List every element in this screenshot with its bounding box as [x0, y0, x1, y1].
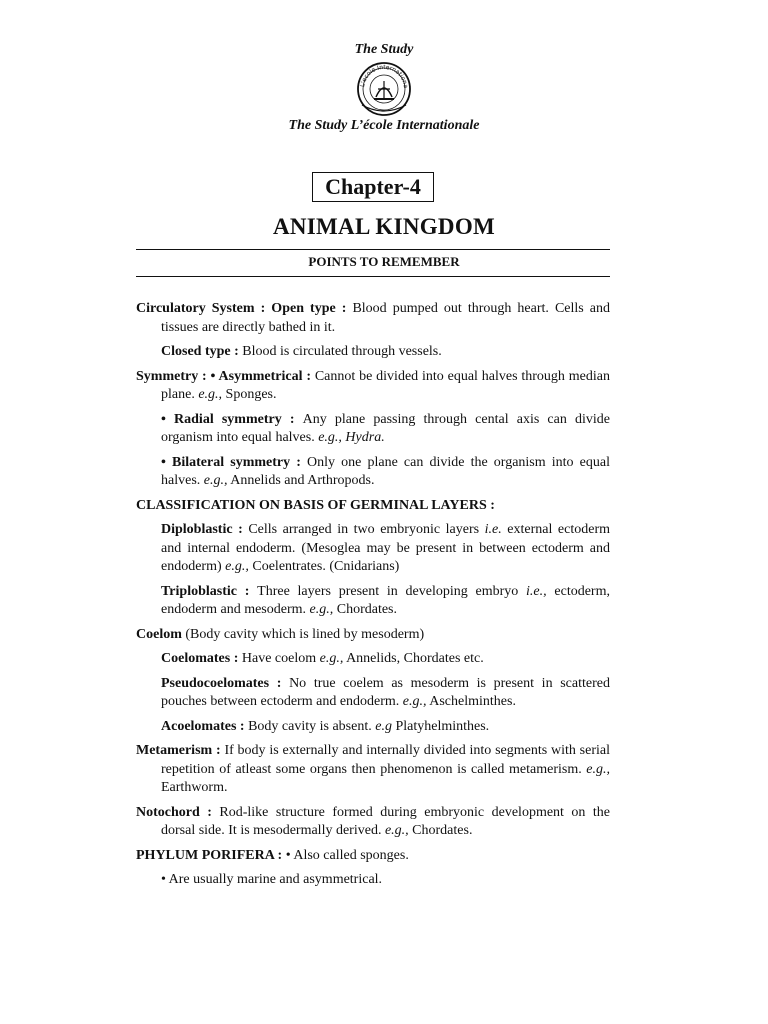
- paragraph-asymmetrical: [136, 368, 610, 405]
- example-marker: e.g: [375, 718, 392, 734]
- paragraph-bilateral-symmetry: [136, 454, 610, 491]
- text: Only one plane can divide the organism into equal halves.: [161, 454, 610, 488]
- text: Blood pumped out through heart. Cells and tissues are directly bathed in it.: [161, 301, 610, 335]
- notes-body: [136, 300, 610, 896]
- paragraph-diploblastic: [136, 521, 610, 577]
- section-heading: POINTS TO REMEMBER: [308, 254, 460, 269]
- heading-germinal-layers: [136, 497, 610, 516]
- text: Blood is circulated through vessels.: [242, 344, 442, 359]
- text: No true coelem as mesoderm is present in scattered pouches between ectoderm and endoderm.: [161, 675, 610, 709]
- chapter-title: ANIMAL KINGDOM: [272, 214, 496, 239]
- paragraph-metamerism: [136, 742, 610, 798]
- text: If body is externally and internally divided into segments with serial repetition of atleast some organs then phenomenon is called metamerism.: [161, 743, 610, 777]
- paragraph-radial-symmetry: [136, 411, 610, 448]
- text: • Are usually marine and asymmetrical.: [161, 872, 383, 887]
- text: Earthworm.: [161, 780, 228, 795]
- example-marker: e.g.,: [319, 651, 344, 666]
- term: Pseudocoelomates :: [161, 675, 290, 691]
- paragraph-circulatory-open: [136, 300, 610, 337]
- header-title: The Study: [354, 42, 414, 57]
- example-marker: e.g.,: [402, 694, 427, 709]
- term: Coelom: [136, 626, 182, 642]
- text: ectoderm, endoderm and mesoderm.: [161, 583, 610, 617]
- paragraph-phylum-porifera: [136, 847, 610, 866]
- term: • Radial symmetry :: [161, 411, 303, 427]
- term: Notochord :: [136, 804, 220, 820]
- paragraph-coelomates: [136, 650, 610, 669]
- text: Body cavity is absent.: [248, 718, 376, 734]
- text: Any plane passing through cental axis can divide organism into equal halves.: [161, 411, 610, 445]
- text: Chordates.: [333, 602, 397, 617]
- text: Rod-like structure formed during embryonic development on the dorsal side. It is mesodermally derived.: [161, 804, 610, 838]
- term: Symmetry : • Asymmetrical :: [136, 368, 315, 384]
- term: Triploblastic :: [161, 583, 258, 599]
- text: Platyhelminthes.: [391, 718, 490, 734]
- text: Coelentrates. (Cnidarians): [248, 559, 400, 574]
- chapter-label: Chapter-4: [312, 172, 434, 202]
- term: Diploblastic :: [161, 522, 249, 537]
- paragraph-porifera-habitat: [136, 871, 610, 890]
- example-marker: e.g.,: [309, 602, 334, 617]
- text: Cells arranged in two embryonic layers: [248, 522, 485, 537]
- term: Closed type :: [161, 344, 243, 359]
- example-marker: i.e.: [484, 522, 502, 537]
- divider-bottom: [136, 276, 610, 277]
- example-marker: e.g.,: [198, 387, 223, 402]
- example-marker: i.e.,: [526, 583, 547, 599]
- example-marker: e.g., Hydra.: [318, 430, 385, 445]
- example-marker: e.g.,: [203, 473, 228, 488]
- paragraph-circulatory-closed: [136, 343, 610, 362]
- paragraph-pseudocoelomates: [136, 675, 610, 712]
- paragraph-coelom: [136, 626, 610, 645]
- text: • Also called sponges.: [285, 847, 409, 863]
- text: (Body cavity which is lined by mesoderm): [181, 626, 425, 642]
- text: Have coelom: [241, 651, 320, 666]
- paragraph-notochord: [136, 804, 610, 841]
- paragraph-acoelomates: [136, 718, 610, 737]
- text: Cannot be divided into equal halves through median plane.: [161, 368, 610, 402]
- divider-top: [136, 249, 610, 250]
- term: Acoelomates :: [161, 718, 249, 734]
- text: Sponges.: [222, 387, 277, 402]
- text: Annelids and Arthropods.: [227, 473, 375, 488]
- term: Metamerism :: [136, 743, 225, 758]
- term: Coelomates :: [161, 651, 242, 666]
- text: Chordates.: [408, 823, 473, 838]
- text: external ectoderm and internal endoderm. (Mesoglea may be present in between ectoderm and endoderm): [161, 522, 610, 574]
- term: Circulatory System : Open type :: [136, 301, 353, 316]
- text: Annelids, Chordates etc.: [343, 651, 484, 666]
- example-marker: e.g.,: [384, 823, 409, 838]
- text: Three layers present in developing embryo: [257, 583, 527, 599]
- term: • Bilateral symmetry :: [161, 454, 308, 470]
- paragraph-triploblastic: [136, 583, 610, 620]
- school-emblem-logo: [354, 59, 414, 119]
- term: PHYLUM PORIFERA :: [136, 847, 286, 863]
- header-subtitle: The Study L’école Internationale: [288, 118, 480, 133]
- example-marker: e.g.,: [586, 761, 610, 777]
- example-marker: e.g.,: [225, 559, 249, 574]
- text: Aschelminthes.: [426, 694, 516, 709]
- logo-lettering: L'ecole Internationa: [359, 63, 410, 89]
- term: CLASSIFICATION ON BASIS OF GERMINAL LAYERS :: [136, 497, 495, 513]
